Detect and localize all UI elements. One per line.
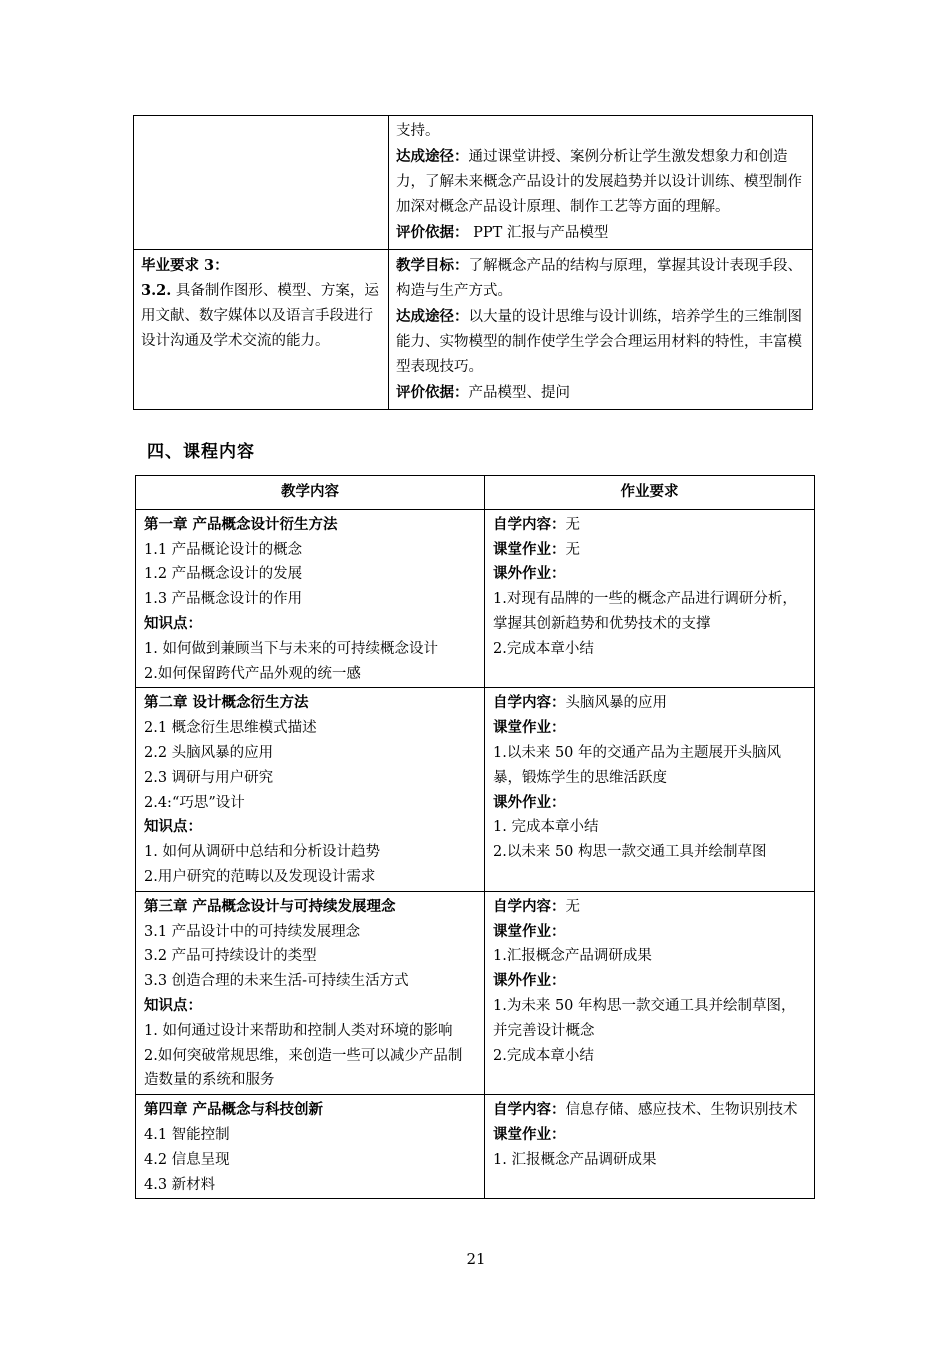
knowledge-point: 2.如何突破常规思维，来创造一些可以减少产品制造数量的系统和服务 (144, 1047, 463, 1089)
objectives-row-2 (134, 250, 813, 410)
course-content-table (135, 475, 815, 1199)
evaluation-text-2: 产品模型、提问 (468, 385, 570, 401)
objectives-row-1 (134, 116, 813, 250)
requirement-title: 毕业要求 3： (141, 257, 229, 274)
outside-work-label: 课外作业： (493, 793, 566, 811)
section-heading: 四、课程内容 (147, 442, 255, 462)
chapter-title: 第二章 设计概念衍生方法 (144, 694, 309, 712)
self-study-text: 头脑风暴的应用 (565, 695, 667, 712)
chapter-item: 3.3 创造合理的未来生活-可持续生活方式 (144, 973, 409, 990)
chapter-item: 1.3 产品概念设计的作用 (144, 591, 303, 608)
chapter-item: 4.3 新材料 (144, 1176, 216, 1193)
classwork-text: 无 (565, 541, 580, 558)
requirement-cell (134, 250, 389, 410)
self-study-label: 自学内容： (493, 694, 566, 712)
chapter-content-cell (136, 891, 485, 1094)
header-homework: 作业要求 (485, 476, 815, 510)
homework-cell (485, 1095, 815, 1199)
approach-label-2: 达成途径： (396, 308, 469, 325)
chapter-title: 第三章 产品概念设计与可持续发展理念 (144, 897, 396, 915)
objectives-row-1-right (389, 116, 813, 250)
knowledge-point: 1. 如何通过设计来帮助和控制人类对环境的影响 (144, 1022, 453, 1039)
knowledge-point: 1. 如何从调研中总结和分析设计趋势 (144, 844, 380, 861)
classwork-label: 课堂作业： (493, 1125, 566, 1143)
page-number: 21 (466, 1250, 486, 1268)
classwork-line (493, 920, 806, 945)
chapter-item: 2.1 概念衍生思维模式描述 (144, 720, 317, 737)
classwork-label: 课堂作业： (493, 540, 566, 558)
goal-line (396, 253, 805, 304)
approach-text: 通过课堂讲授、案例分析让学生激发想象力和创造力，了解未来概念产品设计的发展趋势并以设计训练、模型制作加深对概念产品设计原理、制作工艺等方面的理解。 (396, 149, 802, 215)
knowledge-label: 知识点： (144, 818, 202, 836)
outside-work-item: 2.完成本章小结 (493, 640, 594, 657)
classwork-item: 1. 汇报概念产品调研成果 (493, 1151, 657, 1168)
evaluation-text: PPT 汇报与产品模型 (468, 225, 609, 241)
chapter-item: 2.3 调研与用户研究 (144, 769, 274, 786)
classwork-line (493, 716, 806, 741)
chapter-content-cell (136, 688, 485, 891)
chapter-item: 4.1 智能控制 (144, 1126, 230, 1143)
self-study-text: 信息存储、感应技术、生物识别技术 (565, 1102, 798, 1119)
knowledge-point: 2.用户研究的范畴以及发现设计需求 (144, 868, 376, 885)
chapter-title: 第一章 产品概念设计衍生方法 (144, 515, 338, 533)
homework-cell (485, 891, 815, 1094)
outside-work-item: 1. 完成本章小结 (493, 819, 599, 836)
objectives-table (133, 115, 813, 410)
goal-text: 了解概念产品的结构与原理，掌握其设计表现手段、构造与生产方式。 (396, 258, 802, 299)
self-study-label: 自学内容： (493, 515, 566, 533)
chapter-item: 4.2 信息呈现 (144, 1151, 230, 1168)
outside-work-item: 2.以未来 50 构思一款交通工具并绘制草图 (493, 844, 767, 861)
self-study-label: 自学内容： (493, 897, 566, 915)
classwork-label: 课堂作业： (493, 922, 566, 940)
self-study-line (493, 895, 806, 920)
knowledge-point: 2.如何保留跨代产品外观的统一感 (144, 665, 361, 682)
chapter-item: 3.1 产品设计中的可持续发展理念 (144, 923, 361, 940)
support-line: 支持。 (396, 123, 440, 139)
evaluation-label-2: 评价依据： (396, 384, 469, 401)
requirement-number: 3.2. (141, 282, 172, 299)
requirement-text: 具备制作图形、模型、方案，运用文献、数字媒体以及语言手段进行设计沟通及学术交流的能力。 (141, 283, 379, 349)
evaluation-label: 评价依据： (396, 224, 469, 241)
chapter-item: 1.1 产品概论设计的概念 (144, 541, 303, 558)
approach-text-2: 以大量的设计思维与设计训练，培养学生的三维制图能力、实物模型的制作使学生学会合理运用材料的特性，丰富模型表现技巧。 (396, 309, 802, 375)
chapter-item: 2.4:“巧思”设计 (144, 794, 245, 811)
knowledge-label: 知识点： (144, 996, 202, 1014)
chapter-rows (136, 509, 815, 1199)
outside-work-label: 课外作业： (493, 565, 566, 583)
chapter-row (136, 1095, 815, 1199)
homework-cell (485, 688, 815, 891)
chapter-row (136, 509, 815, 688)
goal-label: 教学目标： (396, 257, 469, 274)
approach-line-2 (396, 304, 805, 380)
chapter-content-cell (136, 1095, 485, 1199)
chapter-item: 2.2 头脑风暴的应用 (144, 744, 274, 761)
approach-label: 达成途径： (396, 148, 469, 165)
outside-work-item: 2.完成本章小结 (493, 1047, 594, 1064)
classwork-label: 课堂作业： (493, 719, 566, 737)
outside-work-item: 1.对现有品牌的一些的概念产品进行调研分析，掌握其创新趋势和优势技术的支撑 (493, 591, 797, 632)
objectives-row-1-left (134, 116, 389, 250)
requirement-body (141, 278, 381, 354)
chapter-row (136, 688, 815, 891)
chapter-title: 第四章 产品概念与科技创新 (144, 1101, 324, 1119)
chapter-row (136, 891, 815, 1094)
classwork-item: 1.以未来 50 年的交通产品为主题展开头脑风暴，锻炼学生的思维活跃度 (493, 744, 782, 786)
self-study-text: 无 (565, 898, 580, 915)
homework-cell (485, 509, 815, 688)
objectives-row-2-right (389, 250, 813, 410)
outside-work-item: 1.为未来 50 年构思一款交通工具并绘制草图，并完善设计概念 (493, 997, 796, 1039)
classwork-line (493, 1123, 806, 1148)
course-content-header (136, 476, 815, 510)
knowledge-point: 1. 如何做到兼顾当下与未来的可持续概念设计 (144, 640, 438, 657)
knowledge-label: 知识点： (144, 614, 202, 632)
evaluation-line (396, 220, 805, 246)
classwork-item: 1.汇报概念产品调研成果 (493, 948, 652, 965)
self-study-line (493, 691, 806, 716)
header-content: 教学内容 (136, 476, 485, 510)
evaluation-line-2 (396, 380, 805, 406)
self-study-label: 自学内容： (493, 1101, 566, 1119)
self-study-line (493, 513, 806, 538)
approach-line (396, 144, 805, 220)
chapter-item: 1.2 产品概念设计的发展 (144, 566, 303, 583)
self-study-text: 无 (565, 516, 580, 533)
classwork-line (493, 538, 806, 563)
self-study-line (493, 1098, 806, 1123)
outside-work-label: 课外作业： (493, 972, 566, 990)
chapter-item: 3.2 产品可持续设计的类型 (144, 948, 317, 965)
chapter-content-cell (136, 509, 485, 688)
